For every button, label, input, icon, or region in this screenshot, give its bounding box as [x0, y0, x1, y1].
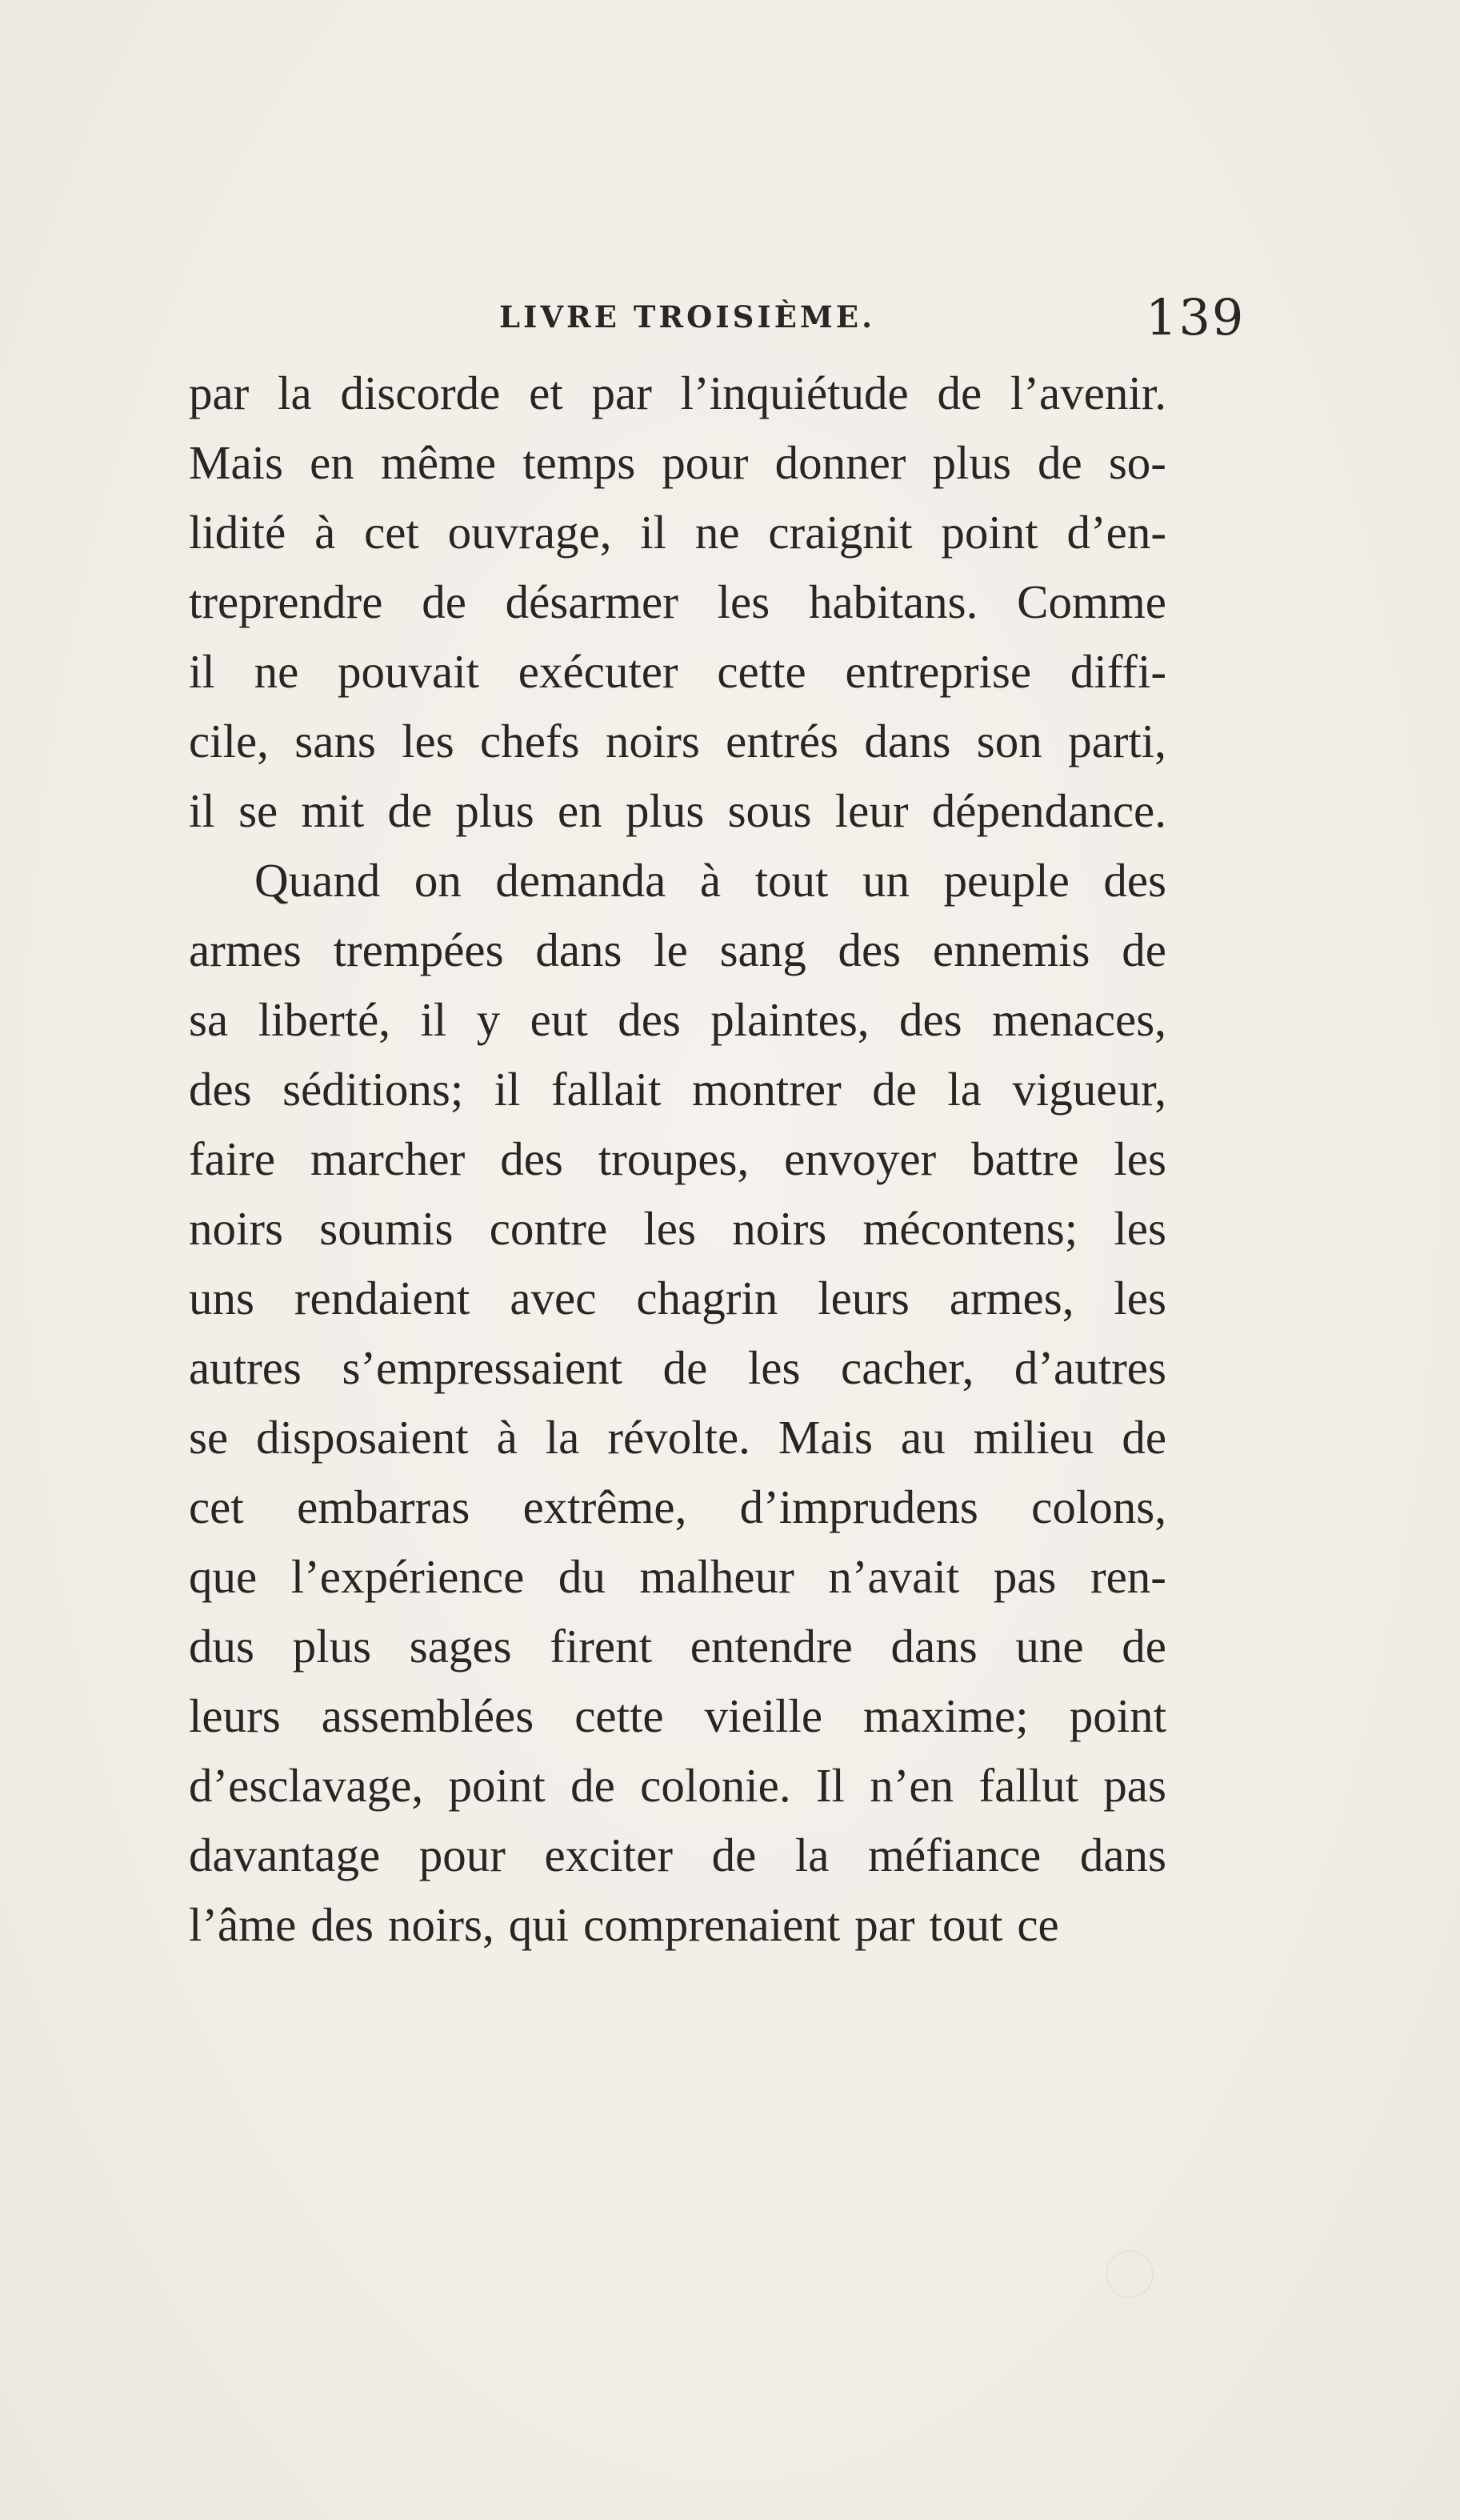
word: un [862, 854, 910, 907]
word: trempées [333, 923, 504, 976]
word: troupes, [598, 1132, 750, 1185]
text-line-paragraph-start [189, 846, 1166, 915]
word: armes, [949, 1272, 1074, 1324]
word: malheur [639, 1550, 794, 1603]
word: une [1015, 1620, 1084, 1673]
word: pour [662, 436, 749, 489]
body-text [189, 359, 1166, 1960]
word: par [591, 367, 652, 419]
text-line [189, 915, 1166, 985]
word: sages [409, 1620, 512, 1673]
text-line [189, 1472, 1166, 1542]
word: sang [719, 923, 806, 976]
word: contre [489, 1202, 608, 1255]
word: des [500, 1132, 563, 1185]
word: montrer [691, 1063, 842, 1116]
word: se [189, 1411, 229, 1464]
word: fallait [550, 1063, 662, 1116]
word: tout [929, 1898, 1003, 1951]
word: l’inquiétude [680, 367, 909, 419]
running-title: LIVRE TROISIÈME. [499, 299, 875, 335]
word: cacher, [841, 1341, 974, 1394]
word: uns [189, 1272, 254, 1324]
word: embarras [297, 1480, 470, 1533]
text-line [189, 1821, 1166, 1890]
word: noirs [605, 715, 700, 767]
word: pas [1103, 1759, 1166, 1812]
word: de [570, 1759, 615, 1812]
word: dans [535, 923, 622, 976]
running-head [0, 288, 1460, 360]
word: séditions; [282, 1063, 464, 1116]
word: de [937, 367, 982, 419]
word: cet [364, 506, 419, 559]
text-line [189, 428, 1166, 498]
word: peuple [943, 854, 1070, 907]
text-line [189, 567, 1166, 637]
word: Quand [254, 854, 381, 907]
word: dans [1079, 1829, 1166, 1881]
word: ne [254, 645, 299, 698]
word: fallut [978, 1759, 1078, 1812]
word: plus [292, 1620, 372, 1673]
word: mit [301, 784, 365, 837]
word: même [380, 436, 497, 489]
word: il [189, 645, 215, 698]
word: que [189, 1550, 258, 1603]
word: noirs, [387, 1898, 494, 1951]
word: la [545, 1411, 580, 1464]
word: méfiance [868, 1829, 1042, 1881]
text-line [189, 1751, 1166, 1821]
word: ren- [1090, 1550, 1166, 1603]
word: et [529, 367, 563, 419]
word: sans [294, 715, 376, 767]
word: colonie. [640, 1759, 791, 1812]
word: il [420, 993, 447, 1046]
word: il [189, 784, 215, 837]
word: point [1069, 1689, 1166, 1742]
word: des [618, 993, 681, 1046]
word: disposaient [256, 1411, 469, 1464]
text-line [189, 1542, 1166, 1612]
word: extrême, [522, 1480, 687, 1533]
text-line [189, 1890, 1166, 1960]
word: treprendre [189, 575, 383, 628]
word: d’imprudens [739, 1480, 978, 1533]
text-line [189, 1403, 1166, 1472]
word: noirs [732, 1202, 827, 1255]
text-line [189, 1264, 1166, 1333]
word: à [314, 506, 336, 559]
word: assemblées [321, 1689, 534, 1742]
word: donner [774, 436, 906, 489]
word: avec [510, 1272, 597, 1324]
word: par [854, 1898, 915, 1951]
word: eut [530, 993, 588, 1046]
word: exciter [544, 1829, 673, 1881]
word: n’en [870, 1759, 954, 1812]
word: discorde [340, 367, 501, 419]
word: la [278, 367, 312, 419]
word: pour [418, 1829, 506, 1881]
word: le [654, 923, 688, 976]
word: en [310, 436, 354, 489]
word: des [310, 1898, 374, 1951]
word: des [838, 923, 902, 976]
word: entendre [690, 1620, 853, 1673]
word: révolte. [607, 1411, 750, 1464]
word: de [422, 575, 466, 628]
word: l’âme [189, 1898, 297, 1951]
word: cette [717, 645, 806, 698]
word: les [1114, 1132, 1166, 1185]
word: ennemis [932, 923, 1090, 976]
word: Comme [1017, 575, 1166, 628]
word: vieille [704, 1689, 823, 1742]
word: colons, [1031, 1480, 1166, 1533]
word: plaintes, [710, 993, 870, 1046]
word: demanda [495, 854, 666, 907]
word: s’empressaient [342, 1341, 623, 1394]
word: d’en- [1066, 506, 1166, 559]
word: maxime; [863, 1689, 1029, 1742]
word: à [496, 1411, 518, 1464]
word: les [1114, 1272, 1166, 1324]
text-line [189, 1612, 1166, 1681]
word: plus [455, 784, 534, 837]
word: craignit [768, 506, 913, 559]
word: des [898, 993, 962, 1046]
text-line [189, 776, 1166, 846]
word: ouvrage, [447, 506, 612, 559]
word: firent [550, 1620, 653, 1673]
word: dus [189, 1620, 254, 1673]
word: des [1103, 854, 1166, 907]
word: point [941, 506, 1038, 559]
word: ne [694, 506, 740, 559]
word: Mais [778, 1411, 873, 1464]
word: armes [189, 923, 302, 976]
word: de [1122, 923, 1166, 976]
word: autres [189, 1341, 302, 1394]
word: de [711, 1829, 757, 1881]
word: milieu [973, 1411, 1094, 1464]
word: de [1122, 1411, 1166, 1464]
word: faire [189, 1132, 276, 1185]
word: de [662, 1341, 708, 1394]
word: des [189, 1063, 252, 1116]
word: pouvait [338, 645, 479, 698]
word: les [1114, 1202, 1166, 1255]
word: son [976, 715, 1042, 767]
word: leurs [818, 1272, 910, 1324]
word: leur [834, 784, 909, 837]
word: les [747, 1341, 801, 1394]
word: au [900, 1411, 946, 1464]
word: soumis [319, 1202, 454, 1255]
text-line [189, 985, 1166, 1055]
word: leurs [189, 1689, 281, 1742]
text-line [189, 359, 1166, 428]
word: menaces, [992, 993, 1166, 1046]
word: en [558, 784, 602, 837]
word: comprenaient [583, 1898, 841, 1951]
word: plus [932, 436, 1011, 489]
word: dans [890, 1620, 978, 1673]
word: désarmer [505, 575, 678, 628]
word: de [387, 784, 433, 837]
word: la [947, 1063, 982, 1116]
word: les [717, 575, 770, 628]
word: temps [522, 436, 636, 489]
word: cette [574, 1689, 664, 1742]
word: parti, [1068, 715, 1166, 767]
word: l’avenir. [1010, 367, 1166, 419]
word: plus [625, 784, 705, 837]
word: diffi- [1070, 645, 1166, 698]
word: entreprise [845, 645, 1032, 698]
word: n’avait [828, 1550, 960, 1603]
word: chefs [480, 715, 580, 767]
word: les [402, 715, 454, 767]
paper-blemish [1106, 2250, 1154, 2298]
word: du [558, 1550, 606, 1603]
word: Mais [189, 436, 283, 489]
word: y [476, 993, 501, 1046]
word: qui [508, 1898, 570, 1951]
word: sa [189, 993, 229, 1046]
word: marcher [310, 1132, 466, 1185]
word: Il [815, 1759, 845, 1812]
word: de [1038, 436, 1082, 489]
word: envoyer [784, 1132, 937, 1185]
word: sous [727, 784, 812, 837]
word: par [189, 367, 250, 419]
word: battre [971, 1132, 1079, 1185]
text-line [189, 637, 1166, 707]
word: point [448, 1759, 546, 1812]
word: vigueur, [1012, 1063, 1166, 1116]
word: se [238, 784, 278, 837]
text-line [189, 1681, 1166, 1751]
word: so- [1108, 436, 1166, 489]
text-line [189, 1055, 1166, 1124]
word: de [1122, 1620, 1166, 1673]
word: il [640, 506, 667, 559]
word: à [699, 854, 722, 907]
word: la [794, 1829, 830, 1881]
word: tout [754, 854, 829, 907]
word: liberté, [258, 993, 391, 1046]
word: chagrin [636, 1272, 778, 1324]
text-line [189, 498, 1166, 567]
text-line [189, 1194, 1166, 1264]
word: lidité [189, 506, 286, 559]
word: exécuter [518, 645, 678, 698]
word: de [872, 1063, 917, 1116]
word: mécontens; [862, 1202, 1078, 1255]
word: on [414, 854, 462, 907]
word: ce [1017, 1898, 1059, 1951]
word: d’esclavage, [189, 1759, 424, 1812]
word: cile, [189, 715, 269, 767]
word: l’expérience [290, 1550, 525, 1603]
word: habitans. [808, 575, 978, 628]
word: noirs [189, 1202, 283, 1255]
word: dépendance. [931, 784, 1166, 837]
word: davantage [189, 1829, 381, 1881]
text-line [189, 1333, 1166, 1403]
word: pas [993, 1550, 1057, 1603]
word: il [494, 1063, 521, 1116]
word: cet [189, 1480, 244, 1533]
word: d’autres [1014, 1341, 1166, 1394]
word: dans [864, 715, 951, 767]
word: les [643, 1202, 696, 1255]
text-line [189, 707, 1166, 776]
page-number: 139 [1146, 288, 1246, 347]
word: entrés [726, 715, 838, 767]
word: rendaient [294, 1272, 470, 1324]
text-line [189, 1124, 1166, 1194]
